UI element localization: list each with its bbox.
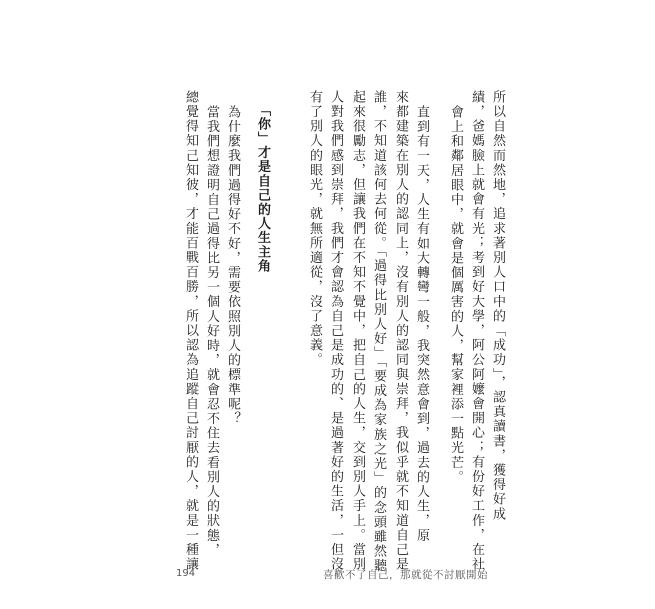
running-title: 喜歡不了自己，那就從不討厭開始 (323, 569, 488, 581)
page-number: 194 (176, 568, 196, 579)
text-column-2: 績，爸媽臉上就會有光；考到好大學，阿公阿嬤會開心；有份好工作，在社 (469, 90, 484, 572)
text-column-1: 所以自然而然地，追求著別人口中的「成功」，認真讀書，獲得好成 (490, 90, 505, 522)
text-column-8: 人對我們感到崇拜，我們才會認為自己是成功的、是過著好的生活，一但沒 (328, 90, 343, 572)
text-column-7: 起來很勵志，但讓我們在不知不覺中，把自己的人生，交到別人手上。當別 (350, 90, 365, 572)
text-column-10: 為什麼我們過得好不好，需要依照別人的標準呢？ (225, 105, 240, 427)
text-column-3: 會上和鄰居眼中，就會是個厲害的人，幫家裡添一點光芒。 (448, 105, 463, 485)
text-column-6: 誰，不知道該何去何從。「過得比別人好」「要成為家族之光」的念頭雖然聽 (371, 90, 386, 574)
text-column-9: 有了別人的眼光，就無所適從，沒了意義。 (307, 90, 322, 368)
text-column-4: 直到有一天，人生有如大轉彎一般，我突然意會到，過去的人生，原 (414, 105, 429, 543)
text-column-12: 總覺得知己知彼，才能百戰百勝，所以認為追蹤自己討厭的人，就是一種讓 (183, 90, 198, 572)
text-column-5: 來都建築在別人的認同上，沒有別人的認同與崇拜，我似乎就不知道自己是 (393, 90, 408, 572)
section-heading: 「你」才是自己的人生主角 (255, 103, 270, 274)
text-column-11: 當我們想證明自己過得比另一個人好時，就會忍不住去看別人的狀態， (204, 105, 219, 558)
